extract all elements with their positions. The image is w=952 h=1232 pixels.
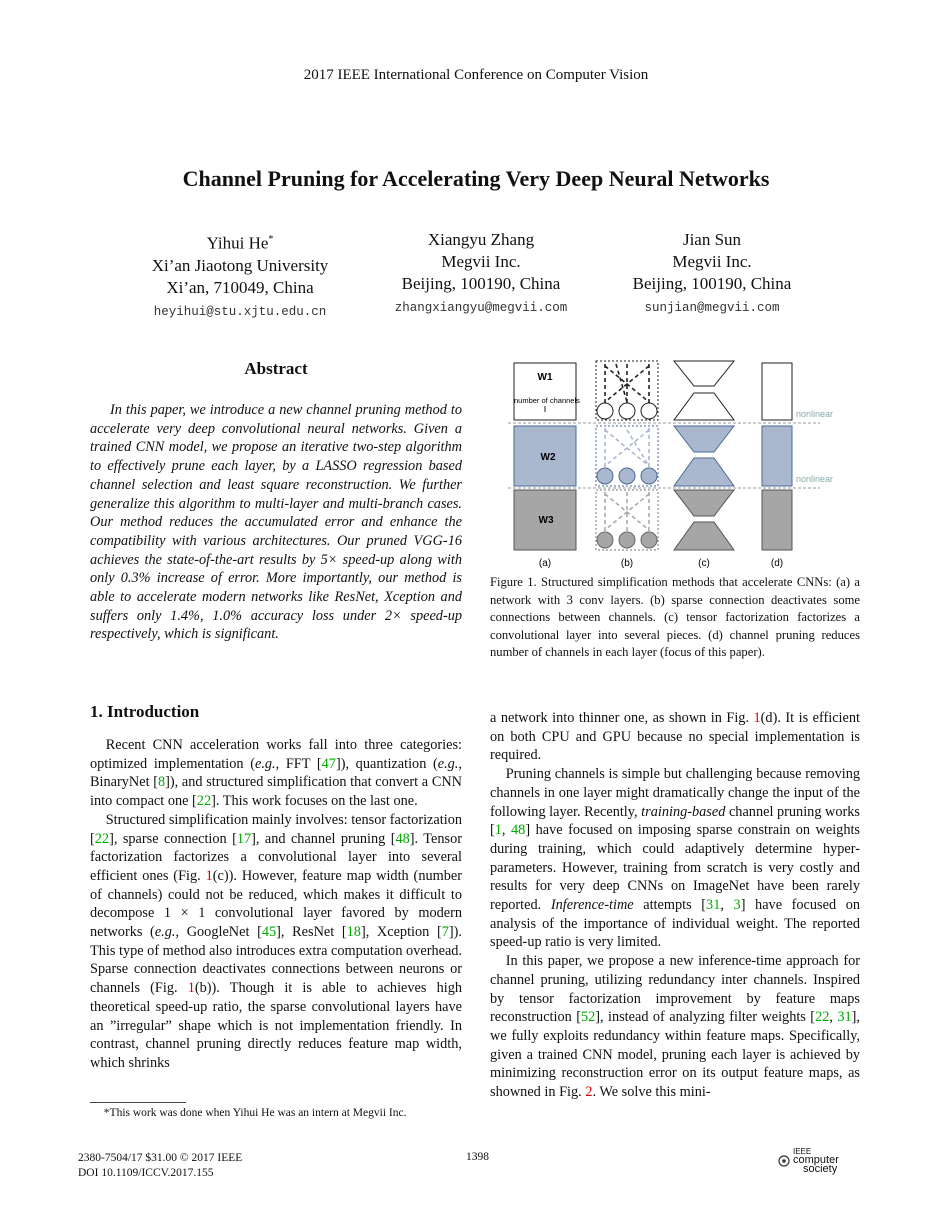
author-mark: * — [268, 234, 274, 245]
footer-issn: 2380-7504/17 $31.00 © 2017 IEEE — [78, 1152, 243, 1164]
page-number: 1398 — [466, 1151, 489, 1163]
w2-label: W2 — [540, 452, 556, 463]
author-address: Xi’an, 710049, China — [166, 277, 314, 297]
footnote-rule — [90, 1102, 186, 1103]
conference-header: 2017 IEEE International Conference on Computer Vision — [303, 67, 649, 83]
factor-2b — [674, 458, 734, 486]
factor-1b — [674, 393, 734, 420]
intro-paragraph-5: In this paper, we propose a new inference-time approach for channel pruning, utilizing redundancy inter channels. Inspired by tensor factorization improvement by feature maps reconstruction [52], instead of analyzing filter weights [22, 31], we fully exploits redundancy within feature maps. Specifically, given a trained CNN model, pruning each layer is achieved by minimizing reconstruction error on its output feature maps, as showned in Fig. 2. We solve this mini- — [490, 953, 860, 1101]
logo-line-2: computer — [793, 1154, 839, 1166]
intro-paragraph-2: Structured simplification mainly involves: tensor factorization [22], sparse connection [17], and channel pruning [48]. Tensor factorization factorizes a convolutional layer into several efficient ones (Fig. 1(c)). However, feature map width (number of channels) could not be reduced, which makes it difficult to decompose 1 × 1 convolutional layer favored by modern networks (e.g., GoogleNet [45], ResNet [18], Xception [7]). This type of method also introduces extra computation overhead. Sparse connection deactivates connections between neurons or channels (Fig. 1(b)). Though it is able to achieves high theoretical speed-up ratio, the sparse convolutional layers have an ”irregular” shape which is not implementation friendly. In contrast, channel pruning directly reduces feature map width, which shrinks — [90, 811, 463, 1071]
abstract-heading: Abstract — [244, 359, 308, 378]
figure-caption: Figure 1. Structured simplification methods that accelerate CNNs: (a) a network with 3 conv layers. (b) sparse connection deactivates some connections between channels. (c) tensor factorization factorizes a convolutional layer into several pieces. (d) channel pruning reduces number of channels in each layer (focus of this paper). — [490, 575, 860, 659]
intro-left-column — [90, 736, 462, 1073]
label-b: (b) — [620, 558, 634, 569]
author-address: Beijing, 100190, China — [632, 274, 792, 293]
channel-node — [641, 532, 657, 548]
logo-line-3: society — [803, 1163, 838, 1175]
factor-3a — [674, 490, 734, 516]
label-c: (c) — [698, 558, 710, 569]
logo-mark-icon — [778, 1155, 790, 1167]
channel-node — [641, 468, 657, 484]
paper-title: Channel Pruning for Accelerating Very Deep Neural Networks — [182, 166, 770, 191]
intro-right-column — [490, 709, 860, 1102]
author-name: Xiangyu Zhang — [427, 230, 535, 249]
nonlinear-label-1: nonlinear — [796, 409, 834, 419]
channel-node — [597, 468, 613, 484]
author-email: sunjian@megvii.com — [644, 301, 780, 315]
label-a: (a) — [538, 558, 552, 569]
author-email: heyihui@stu.xjtu.edu.cn — [153, 304, 327, 319]
ieee-cs-logo — [778, 1147, 839, 1174]
footer-doi: DOI 10.1109/ICCV.2017.155 — [78, 1167, 214, 1179]
w1-label: W1 — [537, 372, 553, 383]
intro-paragraph-1: Recent CNN acceleration works fall into three categories: optimized implementation (e.g., FFT [47]), quantization (e.g., BinaryNet [8]), and structured simplification that convert a CNN into compact one [22]. This work focuses on the last one. — [90, 737, 463, 810]
channel-node — [619, 532, 635, 548]
logo-line-1: IEEE — [793, 1147, 812, 1156]
channels-label: number of channels — [514, 396, 580, 405]
pruned-layer-2 — [762, 426, 792, 486]
channel-node — [641, 403, 657, 419]
section-heading: 1. Introduction — [90, 702, 200, 721]
author-affiliation: Xi’an Jiaotong University — [151, 255, 329, 275]
author-affiliation: Megvii Inc. — [672, 252, 752, 271]
author-2 — [351, 229, 611, 319]
footnote: *This work was done when Yihui He was an intern at Megvii Inc. — [103, 1107, 407, 1119]
author-address: Beijing, 100190, China — [401, 274, 561, 293]
abstract-body — [90, 401, 462, 644]
author-email: zhangxiangyu@megvii.com — [394, 301, 568, 315]
label-d: (d) — [770, 558, 784, 569]
intro-paragraph-4: Pruning channels is simple but challenging because removing channels in one layer might dramatically change the input of the following layer. Recently, training-based channel pruning works [1, 48] have focused on imposing sparse constrain on weights during training, which could adaptively determine hyper-parameters. However, training from scratch is very costly and results for very deep CNNs on ImageNet have been rarely reported. Inference-time attempts [31, 3] have focused on analysis of the importance of individual weight. The reported speed-up ratio is very limited. — [490, 766, 861, 951]
author-name: Jian Sun — [682, 230, 742, 249]
nonlinear-label-2: nonlinear — [796, 474, 834, 484]
sparse-connections-1 — [605, 364, 649, 404]
abstract-text: In this paper, we introduce a new channel pruning method to accelerate very deep convolutional neural networks. Given a trained CNN model, we propose an iterative two-step algorithm to effectively prune each layer, by a LASSO regression based channel selection and least square reconstruction. We further generalize this algorithm to multi-layer and multi-branch cases. Our method reduces the accumulated error and enhance the compatibility with various architectures. Our pruned VGG-16 achieves the state-of-the-art results by 5× speed-up along with only 0.3% increase of error. More importantly, our method is able to accelerate modern networks like ResNet, Xception and suffers only 1.4%, 1.0% accuracy loss under 2× speed-up respectively, which is significant. — [90, 402, 462, 643]
factor-3b — [674, 522, 734, 550]
factor-1a — [674, 361, 734, 386]
w3-label: W3 — [538, 515, 554, 526]
factor-2a — [674, 426, 734, 452]
pruned-layer-1 — [762, 363, 792, 420]
footer-left — [78, 1151, 242, 1181]
pruned-layer-3 — [762, 490, 792, 550]
author-1 — [110, 229, 370, 323]
author-affiliation: Megvii Inc. — [441, 252, 521, 271]
sparse-connections-2 — [605, 428, 649, 468]
channel-node — [619, 468, 635, 484]
author-name: Yihui He — [206, 233, 269, 253]
figure-1 — [508, 358, 834, 570]
author-3 — [582, 229, 842, 319]
channel-node — [597, 403, 613, 419]
intro-paragraph-3: a network into thinner one, as shown in Fig. 1(d). It is efficient on both CPU and GPU because no special implementation is required. — [490, 710, 861, 764]
channel-node — [597, 532, 613, 548]
sparse-connections-3 — [605, 492, 649, 532]
channel-node — [619, 403, 635, 419]
